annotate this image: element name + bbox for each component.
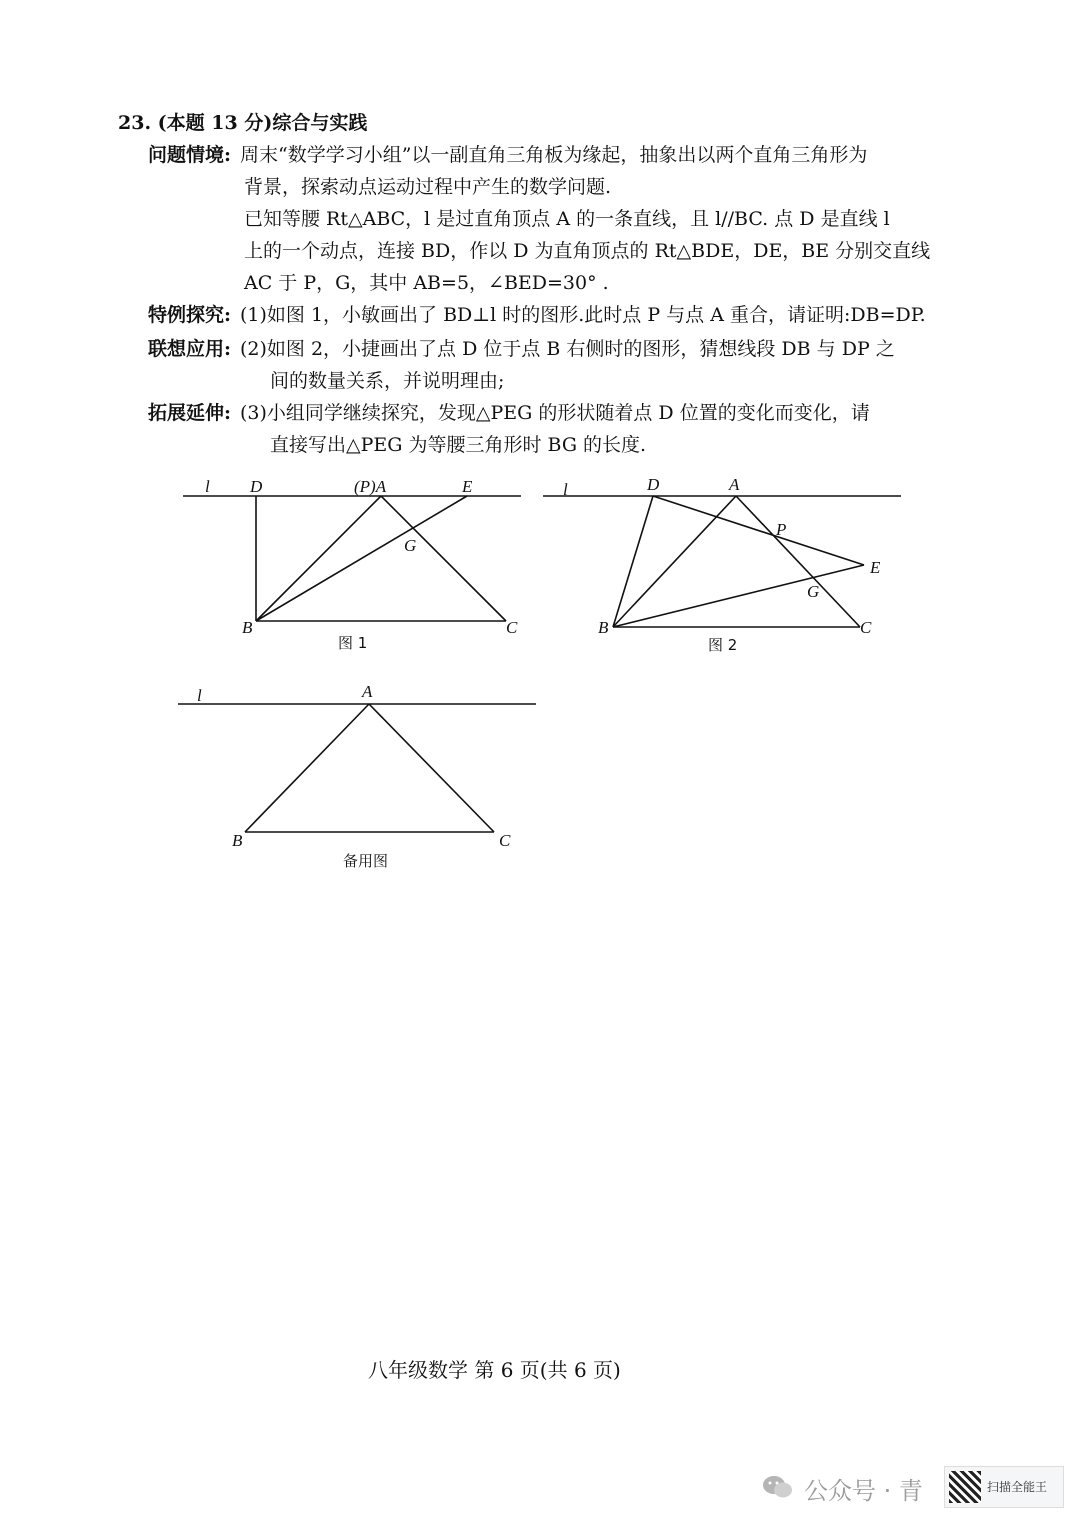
special-text: (1)如图 1，小敏画出了 BD⊥l 时的图形.此时点 P 与点 A 重合，请证明:DB=DP. xyxy=(240,304,926,326)
situation-line-1: 周末“数学学习小组”以一副直角三角板为缘起，抽象出以两个直角三角形为 xyxy=(240,144,868,166)
fig2-label-P: P xyxy=(776,520,787,539)
wechat-icon xyxy=(762,1474,794,1500)
fig1-label-PA: (P)A xyxy=(354,477,387,496)
fig3-label-A: A xyxy=(362,682,373,701)
page-footer: 八年级数学 第 6 页(共 6 页) xyxy=(368,1358,621,1382)
apply-line-2: 间的数量关系，并说明理由; xyxy=(270,370,505,392)
fig1-label-B: B xyxy=(242,618,253,637)
fig2-label-B: B xyxy=(598,618,609,637)
watermark-text: 公众号 · 青 xyxy=(804,1477,923,1505)
situation-line-5: AC 于 P，G，其中 AB=5，∠BED=30° . xyxy=(244,272,609,294)
extend-label: 拓展延伸: xyxy=(148,402,232,424)
fig3-label-l: l xyxy=(197,686,202,705)
apply-line-1: (2)如图 2，小捷画出了点 D 位于点 B 右侧时的图形，猜想线段 DB 与 DP 之 xyxy=(240,338,895,360)
fig1-caption: 图 1 xyxy=(338,634,368,652)
situation-line-2: 背景，探索动点运动过程中产生的数学问题. xyxy=(244,176,612,198)
fig3-caption: 备用图 xyxy=(343,852,389,870)
special-label: 特例探究: xyxy=(148,304,232,326)
fig2-label-A: A xyxy=(729,475,740,494)
fig3-label-C: C xyxy=(499,831,511,850)
fig2-label-C: C xyxy=(860,618,872,637)
fig1-label-D: D xyxy=(250,477,263,496)
situation-label: 问题情境: xyxy=(148,144,232,166)
fig2-caption: 图 2 xyxy=(708,636,738,654)
extend-line-2: 直接写出△PEG 为等腰三角形时 BG 的长度. xyxy=(270,434,647,456)
scanner-badge-text: 扫描全能王 xyxy=(987,1480,1048,1494)
situation-line-4: 上的一个动点，连接 BD，作以 D 为直角顶点的 Rt△BDE，DE，BE 分别交直线 xyxy=(244,240,931,262)
fig2-label-E: E xyxy=(870,558,881,577)
situation-line-3: 已知等腰 Rt△ABC，l 是过直角顶点 A 的一条直线，且 l//BC. 点 D 是直线 l xyxy=(244,208,890,230)
fig2-label-D: D xyxy=(647,475,660,494)
fig1-label-E: E xyxy=(462,477,473,496)
qr-code-icon xyxy=(949,1471,981,1503)
fig3-segment-AB xyxy=(245,704,369,832)
fig3-label-B: B xyxy=(232,831,243,850)
extend-line-1: (3)小组同学继续探究，发现△PEG 的形状随着点 D 位置的变化而变化，请 xyxy=(240,402,870,424)
fig1-label-l: l xyxy=(205,477,210,496)
fig1-label-C: C xyxy=(506,618,518,637)
fig2-label-l: l xyxy=(563,480,568,499)
fig2-label-G: G xyxy=(807,582,820,601)
apply-label: 联想应用: xyxy=(148,338,232,360)
fig3-segment-AC xyxy=(369,704,494,832)
fig1-label-G: G xyxy=(404,536,417,555)
question-header: 23. (本题 13 分)综合与实践 xyxy=(118,112,368,134)
scanner-badge xyxy=(944,1466,1064,1508)
